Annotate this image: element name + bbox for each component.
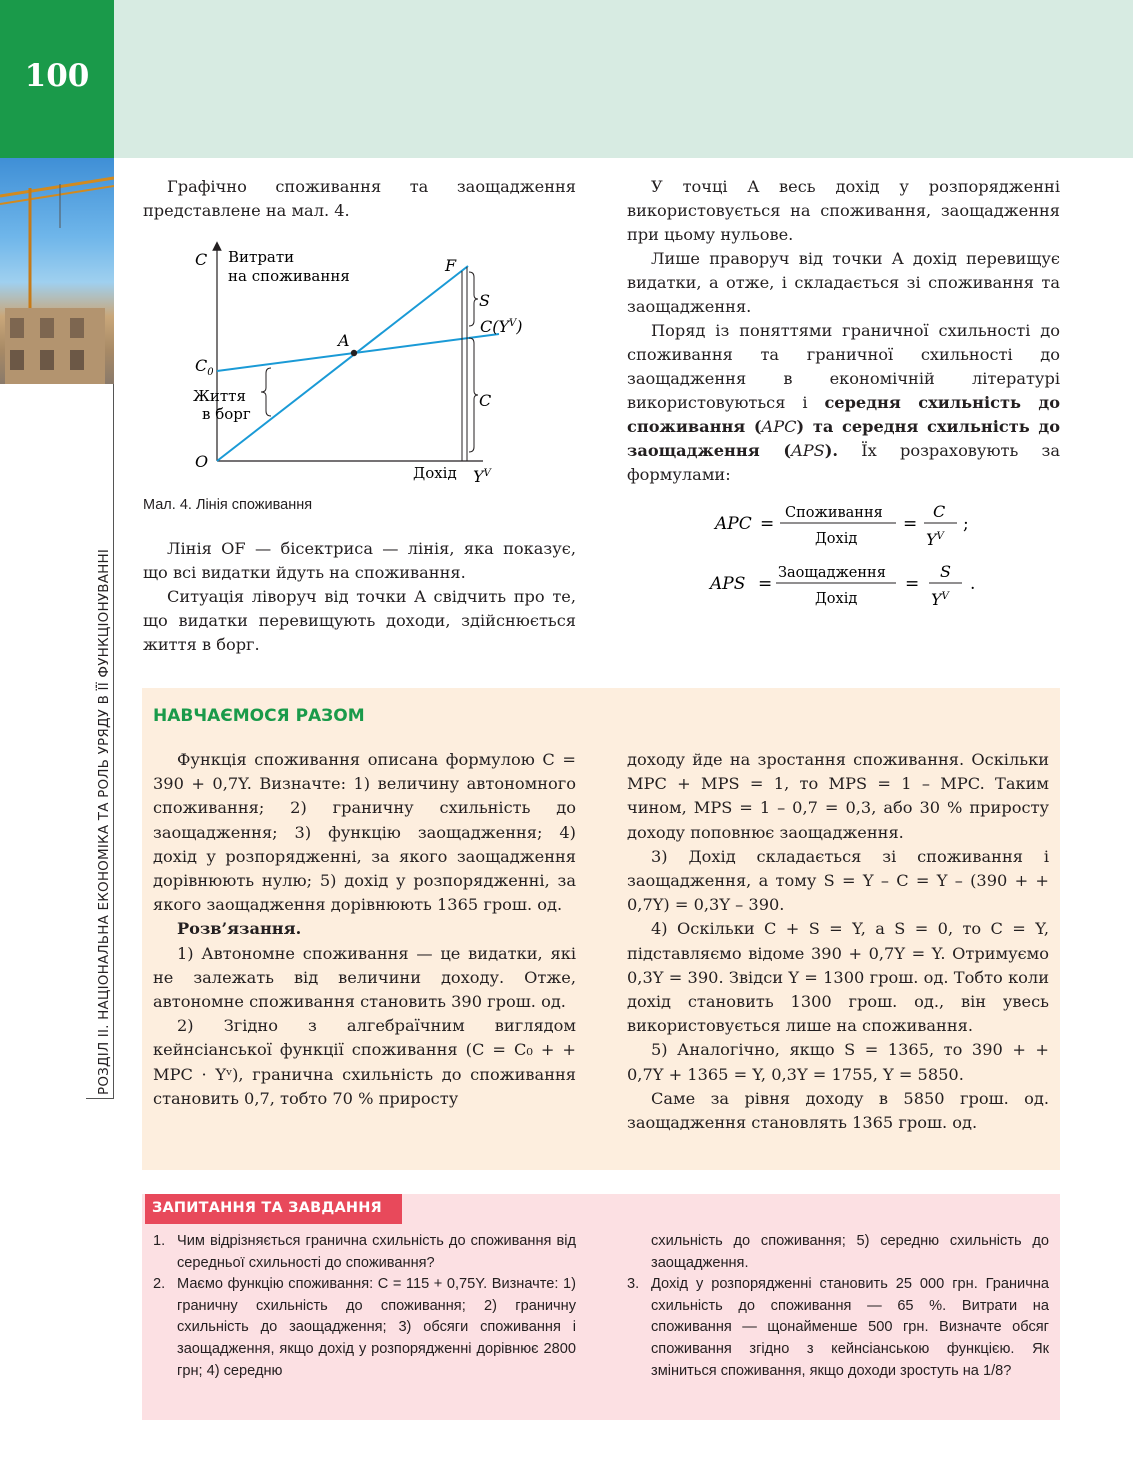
construction-photo xyxy=(0,158,114,384)
aps-s: S xyxy=(940,562,951,581)
solution-label: Розв’язання. xyxy=(177,919,302,939)
question-item: 2. Маємо функцію споживання: C = 115 + 0,75Y. Визначте: 1) граничну схильність до споживання; 2) граничну схильність до заощадження; 3) обсяги споживання і заощадження, якщо дохід у розпорядженні дорівнює 2800 грн; 4) середню xyxy=(153,1276,576,1379)
point-a xyxy=(351,350,357,356)
aps-eq: = xyxy=(758,574,773,594)
task-text: Функція споживання описана формулою C = 390 + 0,7Y. Визначте: 1) величину автономного споживання; 2) граничну схильність до заощадження; 3) функцію заощадження; 4) дохід у розпорядженні, за якого заощадження дорівнюють нулю; 5) дохід у розпорядженні, за якого заощадження дорівнюють 1365 грош. од. xyxy=(153,750,576,915)
header-band xyxy=(0,0,1133,158)
x-axis-label: Дохід xyxy=(413,464,457,482)
aps-eq2: = xyxy=(905,574,920,594)
average-propensity-paragraph: Поряд із поняттями граничної схильності до споживання та граничної схильності до заощадження в економічній літературі використовуються і середня схильність до споживання (APC) та середня схильність до заощадження (APS). Їх розраховують за формулами: xyxy=(627,321,1061,484)
side-rule xyxy=(113,384,114,1099)
solution-step-3: 3) Дохід складається зі споживання і заощадження, а тому S = Y – C = Y – (390 + + 0,7Y) = 0,3Y – 390. xyxy=(627,846,1049,915)
question-item-cont: схильність до споживання; 5) середню схильність до заощадження. xyxy=(651,1233,1049,1271)
c-label: C xyxy=(479,391,492,410)
right-of-a-paragraph: Лише праворуч від точки A дохід перевищує видатки, а отже, і складається зі споживання та заощадження. xyxy=(627,249,1060,316)
crane-illustration xyxy=(0,158,114,384)
side-rule-tick xyxy=(86,1098,114,1099)
debt-paragraph: Ситуація ліворуч від точки A свідчить про те, що видатки перевищують доходи, здійснюється життя в борг. xyxy=(143,587,576,654)
page-number: 100 xyxy=(24,58,90,94)
point-a-label: A xyxy=(338,331,350,350)
apc-yv: $Y^V$ xyxy=(926,530,944,549)
learn-left-column xyxy=(153,748,576,1111)
apc-eq2: = xyxy=(903,514,918,534)
bisector-paragraph: Лінія OF — бісектриса — лінія, яка показує, що всі видатки йдуть на споживання. xyxy=(143,539,576,582)
cy-label: $C(Y^V)$ xyxy=(480,317,523,336)
debt-label-1: Життя xyxy=(193,387,246,405)
debt-label-2: в борг xyxy=(202,405,251,423)
question-item: 3. Дохід у розпорядженні становить 25 000 грн. Гранична схильність до споживання — 65 %. Витрати на споживання — щонайменше 500 грн. Визначте обсяг споживання згідно з кейнсіанською функцією. Як зміниться споживання, якщо доходи зростуть на 1/8? xyxy=(627,1276,1049,1379)
right-top-text xyxy=(627,175,1060,487)
aps-dot: . xyxy=(970,574,976,594)
aps-numerator: Заощадження xyxy=(778,565,886,581)
point-a-paragraph: У точці A весь дохід у розпорядженні використовується на споживання, заощадження при цьому нульове. xyxy=(627,177,1060,244)
question-item: 1. Чим відрізняється гранична схильність до споживання від середньої схильності до споживання? xyxy=(153,1233,576,1271)
apc-denominator: Дохід xyxy=(815,531,858,547)
learn-right-column xyxy=(627,748,1049,1135)
apc-numerator: Споживання xyxy=(785,505,883,521)
solution-step-2: 2) Згідно з алгебраїчним виглядом кейнсіанської функції споживання (C = C₀ + + MPC · Yᵛ), гранична схильність до споживання становить 0,7, тобто 70 % приросту xyxy=(153,1016,576,1108)
solution-step-2-cont: доходу йде на зростання споживання. Оскільки MPC + MPS = 1, то MPS = 1 – MPC. Таким чином, MPS = 1 – 0,7 = 0,3, або 30 % приросту доходу поповнює заощадження. xyxy=(627,750,1049,842)
questions-left-column xyxy=(153,1231,576,1382)
apc-eq: = xyxy=(760,514,775,534)
learn-together-title: НАВЧАЄМОСЯ РАЗОМ xyxy=(153,706,365,726)
questions-right-column xyxy=(627,1231,1049,1382)
aps-denominator: Дохід xyxy=(815,591,858,607)
solution-step-4: 4) Оскільки C + S = Y, а S = 0, то C = Y, підставляємо відоме 390 + 0,7Y = Y. Отримуємо 0,3Y = 390. Звідси Y = 1300 грош. од. Тобто коли дохід становить 1300 грош. од., він увесь використовується лише на споживання. xyxy=(627,919,1049,1036)
solution-step-1: 1) Автономне споживання — це видатки, які не залежать від величини доходу. Отже, автономне споживання становить 390 грош. од. xyxy=(153,943,576,1012)
solution-conclusion: Саме за рівня доходу в 5850 грош. од. заощадження становлять 1365 грош. од. xyxy=(627,1088,1049,1133)
y-axis-symbol: C xyxy=(195,250,208,269)
origin-label: O xyxy=(195,452,209,471)
brace-s xyxy=(469,272,478,326)
y-axis-label-1: Витрати xyxy=(228,248,295,266)
intro-left xyxy=(143,175,576,223)
point-f-label: F xyxy=(445,256,457,275)
solution-step-5: 5) Аналогічно, якщо S = 1365, то 390 + + 0,7Y + 1365 = Y, 0,3Y = 1755, Y = 5850. xyxy=(627,1040,1049,1084)
x-axis-symbol: $Y^V$ xyxy=(473,467,491,486)
section-side-label: РОЗДІЛ ІІ. НАЦІОНАЛЬНА ЕКОНОМІКА ТА РОЛЬ УРЯДУ В ЇЇ ФУНКЦІОНУВАННІ xyxy=(96,548,112,1095)
apc-c: C xyxy=(933,502,946,521)
left-mid-text xyxy=(143,537,576,657)
questions-title: ЗАПИТАННЯ ТА ЗАВДАННЯ xyxy=(152,1200,382,1216)
aps-yv: $Y^V$ xyxy=(931,590,949,609)
bisector-line-of xyxy=(217,266,468,461)
c0-label: $C_0$ xyxy=(195,356,214,378)
brace-debt xyxy=(261,368,271,416)
apc-symbol: APC xyxy=(715,514,752,534)
brace-c xyxy=(469,338,478,452)
y-axis-label-2: на споживання xyxy=(228,267,350,285)
s-label: S xyxy=(479,291,490,310)
consumption-line xyxy=(217,334,499,371)
apc-semicolon: ; xyxy=(963,514,969,534)
intro-paragraph: Графічно споживання та заощадження представлене на мал. 4. xyxy=(143,177,576,220)
aps-symbol: APS xyxy=(710,574,746,594)
formulas xyxy=(700,495,1020,620)
consumption-graph xyxy=(175,240,575,490)
figure-caption: Мал. 4. Лінія споживання xyxy=(143,497,313,513)
